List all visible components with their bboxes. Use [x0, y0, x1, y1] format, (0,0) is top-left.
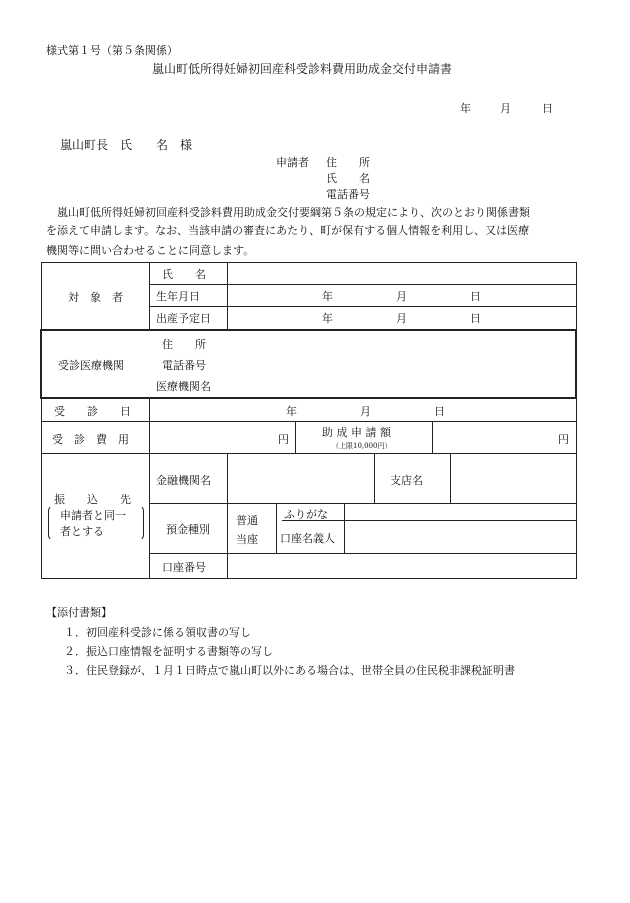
attachment-item: ３．住民登録が、１月１日時点で嵐山町以外にある場合は、世帯全員の住民税非課税証明書	[64, 664, 515, 677]
clinic-name-label: 医療機関名	[156, 380, 211, 393]
date-year: 年	[460, 102, 471, 115]
due-year: 年	[322, 312, 333, 325]
grant-yen: 円	[558, 433, 569, 446]
visit-year: 年	[286, 405, 297, 418]
subject-label: 対 象 者	[68, 291, 123, 304]
grant-note: （上限10,000円）	[332, 442, 392, 450]
birth-year: 年	[322, 290, 333, 303]
subject-birth-label: 生年月日	[156, 290, 200, 303]
visit-day: 日	[434, 405, 445, 418]
cost-yen: 円	[278, 433, 289, 446]
ordinary-option: 普通	[236, 514, 258, 527]
grant-label: 助 成 申 請 額	[322, 426, 391, 439]
visit-month: 月	[360, 405, 371, 418]
account-number-label: 口座番号	[162, 561, 206, 574]
form-title: 嵐山町低所得妊婦初回産科受診料費用助成金交付申請書	[152, 62, 453, 76]
birth-month: 月	[396, 290, 407, 303]
due-month: 月	[396, 312, 407, 325]
clinic-label: 受診医療機関	[58, 359, 124, 372]
date-day: 日	[542, 102, 553, 115]
intro-line-1: 嵐山町低所得妊婦初回産科受診料費用助成金交付要綱第５条の規定により、次のとおり関係書類	[46, 206, 530, 219]
checking-option: 当座	[236, 533, 258, 546]
due-day: 日	[470, 312, 481, 325]
holder-label: 口座名義人	[280, 532, 335, 545]
same-as-applicant-line1: 申請者と同一	[60, 509, 126, 522]
applicant-phone-label: 電話番号	[326, 188, 370, 201]
attachment-item: ２．振込口座情報を証明する書類等の写し	[64, 645, 273, 658]
form-number: 様式第１号（第５条関係）	[46, 44, 178, 57]
visit-date-label: 受 診 日	[54, 405, 131, 418]
birth-day: 日	[470, 290, 481, 303]
branch-label: 支店名	[390, 474, 423, 487]
applicant-address-label: 住 所	[326, 156, 370, 169]
date-month: 月	[500, 102, 511, 115]
subject-name-label: 氏 名	[162, 268, 206, 281]
intro-line-3: 機関等に問い合わせることに同意します。	[46, 244, 255, 257]
cost-label: 受 診 費 用	[52, 433, 129, 446]
transfer-label: 振 込 先	[54, 493, 131, 506]
bank-label: 金融機関名	[156, 474, 211, 487]
furigana-label: ふりがな	[284, 508, 328, 521]
attachment-item: １．初回産科受診に係る領収書の写し	[64, 626, 251, 639]
same-as-applicant-line2: 者とする	[60, 525, 104, 538]
applicant-name-label: 氏 名	[326, 172, 370, 185]
attachments-heading: 【添付書類】	[46, 606, 112, 619]
intro-line-2: を添えて申請します。なお、当該申請の審査にあたり、町が保有する個人情報を利用し、又は医療	[46, 224, 530, 237]
addressee: 嵐山町長 氏 名 様	[60, 138, 193, 152]
applicant-label: 申請者	[276, 156, 309, 169]
subject-due-label: 出産予定日	[156, 312, 211, 325]
clinic-phone-label: 電話番号	[162, 359, 206, 372]
clinic-address-label: 住 所	[162, 338, 206, 351]
account-type-label: 預金種別	[166, 523, 210, 536]
